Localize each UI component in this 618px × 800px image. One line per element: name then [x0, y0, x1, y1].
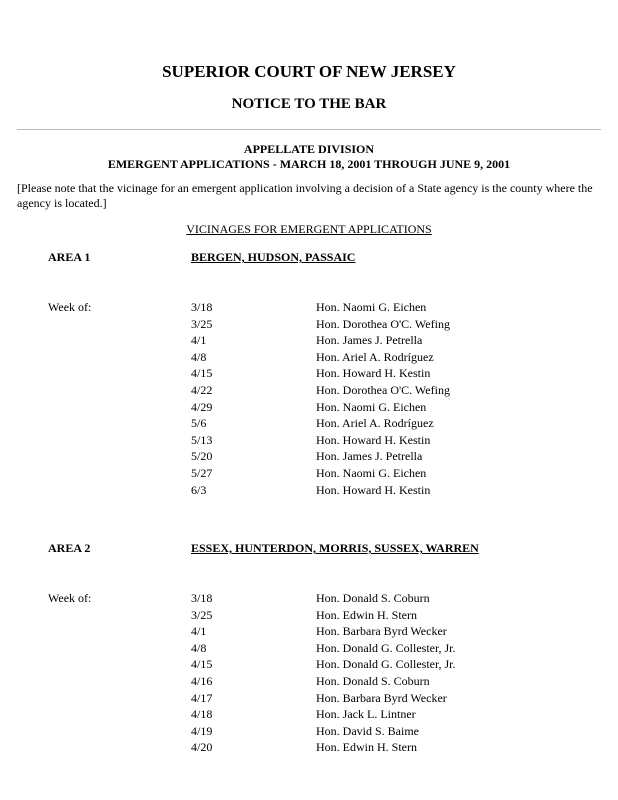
schedule-row — [0, 333, 618, 349]
schedule-row — [0, 707, 618, 723]
week-date: 5/13 — [191, 432, 213, 447]
schedule-row — [0, 591, 618, 607]
judge-name: Hon. Barbara Byrd Wecker — [316, 690, 447, 705]
schedule-row — [0, 383, 618, 399]
judge-name: Hon. Dorothea O'C. Wefing — [316, 316, 450, 331]
judge-name: Hon. Naomi G. Eichen — [316, 399, 427, 414]
schedule-row — [0, 466, 618, 482]
judge-name: Hon. David S. Baime — [316, 723, 419, 738]
week-date: 4/19 — [191, 723, 213, 738]
area-1-label: AREA 1 — [48, 250, 91, 264]
judge-name: Hon. Naomi G. Eichen — [316, 300, 427, 314]
schedule-row — [0, 641, 618, 657]
area-1-week-of-label: Week of: — [48, 300, 92, 314]
area-2-label: AREA 2 — [48, 541, 91, 555]
judge-name: Hon. Howard H. Kestin — [316, 366, 431, 381]
week-date: 6/3 — [191, 482, 207, 497]
area-2-week-of-label: Week of: — [48, 591, 92, 605]
judge-name: Hon. Barbara Byrd Wecker — [316, 624, 447, 639]
judge-name: Hon. Howard H. Kestin — [316, 482, 431, 497]
week-date: 4/17 — [191, 690, 213, 705]
notice-title: NOTICE TO THE BAR — [231, 96, 387, 112]
schedule-row — [0, 449, 618, 465]
week-date: 4/8 — [191, 640, 207, 655]
division-name: APPELLATE DIVISION — [243, 142, 375, 156]
week-date: 4/1 — [191, 333, 207, 348]
week-date: 3/25 — [191, 316, 213, 331]
schedule-row — [0, 317, 618, 333]
divider — [17, 129, 601, 130]
judge-name: Hon. Ariel A. Rodríguez — [316, 349, 434, 364]
week-date: 5/20 — [191, 449, 213, 464]
schedule-row — [0, 416, 618, 432]
week-date: 4/1 — [191, 624, 207, 639]
schedule-row — [0, 724, 618, 740]
agency-note: [Please note that the vicinage for an emergent application involving a decision of a State agency is the county where the agency is located.] — [17, 181, 593, 210]
judge-name: Hon. Dorothea O'C. Wefing — [316, 383, 450, 397]
week-date: 4/20 — [191, 740, 213, 755]
judge-name: Hon. Donald G. Collester, Jr. — [316, 657, 456, 672]
week-date: 5/6 — [191, 416, 207, 431]
judge-name: Hon. Howard H. Kestin — [316, 432, 431, 447]
judge-name: Hon. Donald S. Coburn — [316, 674, 430, 688]
week-date: 4/22 — [191, 383, 213, 397]
schedule-row — [0, 624, 618, 640]
judge-name: Hon. Ariel A. Rodríguez — [316, 416, 434, 431]
week-date: 4/15 — [191, 366, 213, 381]
week-date: 4/29 — [191, 399, 213, 414]
schedule-row — [0, 691, 618, 707]
judge-name: Hon. Donald S. Coburn — [316, 591, 430, 605]
schedule-row — [0, 300, 618, 316]
week-date: 5/27 — [191, 466, 213, 480]
judge-name: Hon. Edwin H. Stern — [316, 740, 417, 755]
judge-name: Hon. Edwin H. Stern — [316, 607, 417, 622]
schedule-row — [0, 400, 618, 416]
week-date: 3/25 — [191, 607, 213, 622]
schedule-row — [0, 433, 618, 449]
week-date: 3/18 — [191, 591, 213, 605]
week-date: 4/15 — [191, 657, 213, 672]
week-date: 4/18 — [191, 707, 213, 722]
schedule-row — [0, 740, 618, 756]
judge-name: Hon. James J. Petrella — [316, 449, 423, 464]
week-date: 4/8 — [191, 349, 207, 364]
schedule-row — [0, 657, 618, 673]
schedule-row — [0, 674, 618, 690]
area-1-counties: BERGEN, HUDSON, PASSAIC — [191, 250, 356, 264]
week-date: 3/18 — [191, 300, 213, 314]
court-title: SUPERIOR COURT OF NEW JERSEY — [162, 62, 456, 81]
schedule-row — [0, 483, 618, 499]
judge-name: Hon. Naomi G. Eichen — [316, 466, 427, 480]
schedule-row — [0, 366, 618, 382]
week-date: 4/16 — [191, 674, 213, 688]
judge-name: Hon. James J. Petrella — [316, 333, 423, 348]
judge-name: Hon. Donald G. Collester, Jr. — [316, 640, 456, 655]
schedule-row — [0, 350, 618, 366]
division-period: EMERGENT APPLICATIONS - MARCH 18, 2001 THROUGH JUNE 9, 2001 — [107, 157, 511, 171]
schedule-row — [0, 608, 618, 624]
judge-name: Hon. Jack L. Lintner — [316, 707, 416, 722]
vicinages-heading: VICINAGES FOR EMERGENT APPLICATIONS — [186, 222, 432, 236]
area-2-counties: ESSEX, HUNTERDON, MORRIS, SUSSEX, WARREN — [191, 541, 479, 555]
